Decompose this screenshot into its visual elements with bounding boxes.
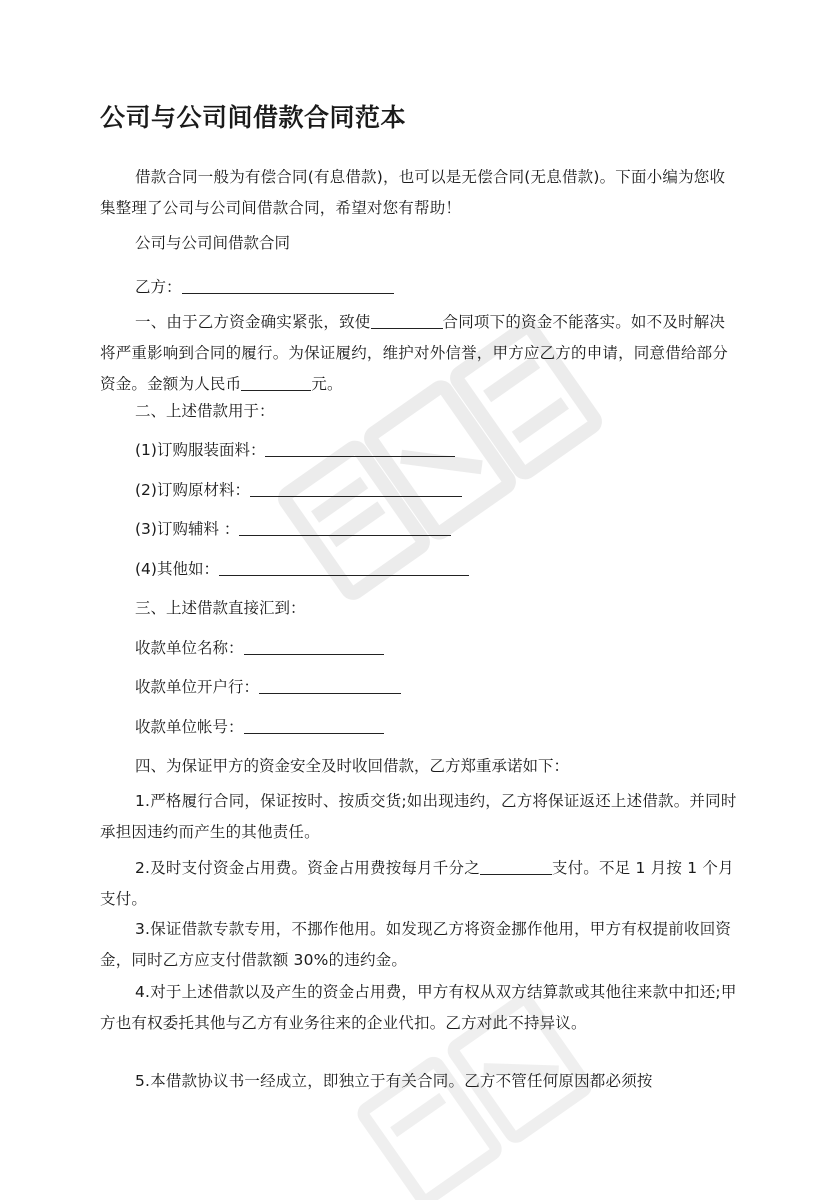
promise-2 (100, 853, 740, 915)
payee-account-line (135, 712, 384, 743)
party-b-blank[interactable] (182, 275, 394, 294)
clause-1 (100, 307, 740, 400)
intro-paragraph: 借款合同一般为有偿合同(有息借款)，也可以是无偿合同(无息借款)。下面小编为您收集整理了公司与公司间借款合同，希望对您有帮助！ (100, 168, 726, 217)
payee-name-line (135, 633, 384, 664)
page-title: 公司与公司间借款合同范本 (100, 103, 407, 132)
fee-rate-blank[interactable] (480, 856, 552, 875)
clause-1-contract-blank[interactable] (371, 310, 443, 329)
use-item (135, 475, 462, 506)
payee-bank-label: 收款单位开户行： (135, 678, 260, 696)
clause-1-part-c: 元。 (311, 375, 343, 393)
clause-1-part-b: 合同项下的资金不能落实。如不及时解决将严重影响到合同的履行。为保证履约，维护对外信誉，甲方应乙方的申请，同意借给部分资金。金额为人民币 (100, 313, 729, 393)
promise-5: 5.本借款协议书一经成立，即独立于有关合同。乙方不管任何原因都必须按 (135, 1072, 653, 1090)
party-b-line (135, 272, 394, 303)
use-item-blank[interactable] (265, 438, 455, 457)
clause-2-title: 二、上述借款用于： (135, 402, 275, 420)
use-item (135, 435, 455, 466)
clause-4-title: 四、为保证甲方的资金安全及时收回借款，乙方郑重承诺如下： (135, 757, 570, 775)
promise-3: 3.保证借款专款专用，不挪作他用。如发现乙方将资金挪作他用，甲方有权提前收回资金，同时乙方应支付借款额 30%的违约金。 (100, 920, 732, 969)
payee-account-blank[interactable] (244, 715, 384, 734)
use-item-blank[interactable] (239, 517, 451, 536)
payee-account-label: 收款单位帐号： (135, 718, 244, 736)
use-item (135, 514, 451, 545)
promise-2-part-b: 支付。不足 1 月按 1 个月支付。 (100, 859, 734, 908)
use-item-label: (3)订购辅料 ： (135, 520, 240, 538)
party-b-label: 乙方： (135, 278, 182, 296)
clause-3-title: 三、上述借款直接汇到： (135, 599, 306, 617)
payee-bank-line (135, 672, 401, 703)
use-item-label: (4)其他如： (135, 560, 219, 578)
use-item-blank[interactable] (250, 478, 462, 497)
promise-1: 1.严格履行合同，保证按时、按质交货;如出现违约，乙方将保证返还上述借款。并同时承担因违约而产生的其他责任。 (100, 792, 737, 841)
payee-name-blank[interactable] (244, 636, 384, 655)
use-item-blank[interactable] (219, 557, 469, 576)
payee-name-label: 收款单位名称： (135, 639, 244, 657)
promise-2-part-a: 2.及时支付资金占用费。资金占用费按每月千分之 (135, 859, 480, 877)
use-item-label: (2)订购原材料： (135, 481, 250, 499)
payee-bank-blank[interactable] (259, 675, 401, 694)
promise-4: 4.对于上述借款以及产生的资金占用费，甲方有权从双方结算款或其他往来款中扣还;甲方也有权委托其他与乙方有业务往来的企业代扣。乙方对此不持异议。 (100, 983, 737, 1032)
use-item (135, 554, 469, 585)
use-item-label: (1)订购服装面料： (135, 441, 266, 459)
contract-name: 公司与公司间借款合同 (135, 234, 291, 252)
amount-blank[interactable] (241, 372, 311, 391)
clause-1-part-a: 一、由于乙方资金确实紧张，致使 (135, 313, 371, 331)
